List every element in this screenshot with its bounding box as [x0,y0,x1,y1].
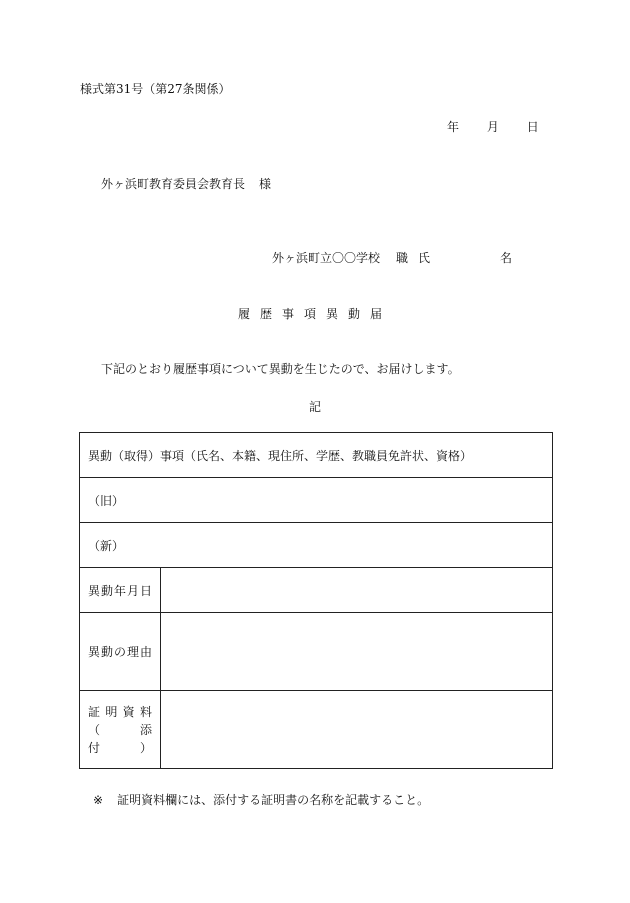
footnote [93,791,429,808]
sender-given-name-label: 名 [500,251,513,265]
date-year-label: 年 [447,120,460,134]
change-items-cell: 異動（取得）事項（氏名、本籍、現住所、学歴、教職員免許状、資格） [80,433,553,478]
footnote-text: 証明資料欄には、添付する証明書の名称を記載すること。 [117,793,430,807]
change-reason-field[interactable] [161,613,553,691]
sender-role-label: 職 [396,251,409,265]
table-row-date [80,568,553,613]
addressee [101,175,271,192]
date-day-label: 日 [526,120,539,134]
new-cell[interactable]: （新） [80,523,553,568]
ki-mark: 記 [308,400,321,414]
attachment-field[interactable] [161,691,553,769]
sender-surname-label: 氏 [418,251,431,265]
table-row-reason [80,613,553,691]
table-row-old [80,478,553,523]
table-row-new [80,523,553,568]
date-month-label: 月 [486,120,499,134]
attachment-label [80,691,177,769]
change-date-label: 異動年月日 [80,568,161,613]
change-reason-label: 異動の理由 [80,613,161,691]
form-number: 様式第31号（第27条関係） [80,82,231,96]
footnote-mark: ※ [93,793,104,807]
form-title: 履歴事項異動届 [237,307,392,321]
addressee-honorific: 様 [259,177,272,191]
old-cell[interactable]: （旧） [80,478,553,523]
record-table [79,432,553,769]
attachment-label-line2: （添 付） [88,722,177,755]
date-line [447,118,539,135]
intro-text: 下記のとおり履歴事項について異動を生じたので、お届けします。 [101,362,460,376]
change-date-field[interactable] [161,568,553,613]
sender-line [272,249,512,266]
addressee-name: 外ヶ浜町教育委員会教育長 [101,177,246,191]
table-row-change-items [80,433,553,478]
sender-school: 外ヶ浜町立〇〇学校 [272,251,381,265]
table-row-attachments [80,691,553,769]
attachment-label-line1: 証明資料 [88,704,152,719]
